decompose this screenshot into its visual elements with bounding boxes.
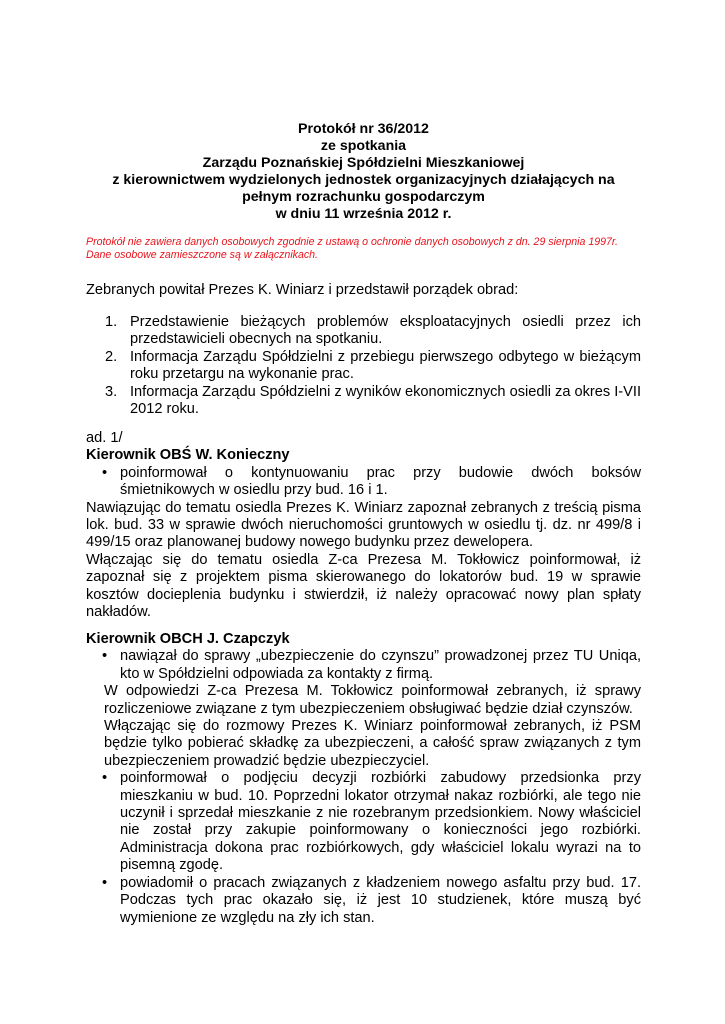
bullet-icon: •	[102, 464, 108, 481]
bullet-text: poinformował o podjęciu decyzji rozbiórki zabudowy przedsionka przy mieszkaniu w bud. 10. Poprzedni lokator otrzymał nakaz rozbiórki, ale tego nie uczynił i sprzedał mieszkanie z nie rozebranym przedsionkiem. Nowy właściciel nie został przy zakupie poinformowany o konieczności jego rozbiórki. Administracja dokona prac rozbiórkowych, gdy właściciel lokalu wyrazi na to pisemną zgodę.	[120, 770, 641, 874]
agenda-list	[86, 314, 641, 418]
paragraph: W odpowiedzi Z-ca Prezesa M. Tokłowicz poinformował zebranych, iż sprawy rozliczeniowe związane z tym ubezpieczeniem obsługiwać będzie dział czynszów.	[104, 683, 641, 717]
section-heading-obch: Kierownik OBCH J. Czapczyk	[86, 631, 290, 647]
bullet-icon: •	[102, 874, 108, 891]
bullet-item	[86, 465, 641, 500]
section-ad-1	[86, 430, 641, 621]
ad-label: ad. 1/	[86, 430, 123, 446]
notice-line: Protokół nie zawiera danych osobowych zgodnie z ustawą o ochronie danych osobowych z dn. 29 sierpnia 1997r.	[86, 236, 618, 248]
notice-line: Dane osobowe zamieszczone są w załącznikach.	[86, 249, 319, 261]
document-title	[86, 121, 641, 222]
paragraph: Włączając się do rozmowy Prezes K. Winiarz poinformował zebranych, iż PSM będzie tylko pobierać składkę za ubezpieczeni, a całość spraw związanych z tym ubezpieczeniem prowadzić będzie ubezpieczyciel.	[104, 718, 641, 769]
bullet-text: poinformował o kontynuowaniu prac przy budowie dwóch boksów śmietnikowych w osiedlu przy bud. 16 i 1.	[120, 464, 641, 499]
bullet-icon: •	[102, 770, 108, 787]
paragraph: Włączając się do tematu osiedla Z-ca Prezesa M. Tokłowicz poinformował, iż zapoznał się z projektem pisma skierowanego do lokatorów bud. 19 w sprawie kosztów docieplenia budynku i stwierdził, iż należy opracować nowy plan spłaty nakładów.	[86, 551, 641, 621]
title-line: w dniu 11 września 2012 r.	[275, 205, 452, 222]
bullet-list	[86, 648, 641, 683]
privacy-notice	[86, 236, 646, 262]
agenda-item	[86, 349, 641, 384]
agenda-item	[86, 314, 641, 349]
agenda-number: 3.	[105, 383, 118, 400]
title-line: Protokół nr 36/2012	[298, 121, 429, 137]
agenda-text: Informacja Zarządu Spółdzielni z przebiegu pierwszego odbytego w bieżącym roku przetargu na wykonanie prac.	[130, 348, 641, 383]
section-obch	[86, 631, 641, 927]
agenda-item	[86, 384, 641, 419]
bullet-text: powiadomił o pracach związanych z kładzeniem nowego asfaltu przy bud. 17. Podczas tych prac okazało się, iż jest 10 studzienek, które muszą być wymienione ze względu na zły ich stan.	[120, 874, 641, 926]
title-line: Zarządu Poznańskiej Spółdzielni Mieszkaniowej	[202, 154, 525, 171]
agenda-number: 2.	[105, 348, 118, 365]
bullet-item	[86, 875, 641, 927]
title-line: z kierownictwem wydzielonych jednostek organizacyjnych działających na	[112, 171, 615, 188]
bullet-item	[86, 770, 641, 874]
bullet-item	[86, 648, 641, 683]
paragraph: Nawiązując do tematu osiedla Prezes K. Winiarz zapoznał zebranych z treścią pisma lok. bud. 33 w sprawie dwóch nieruchomości gruntowych w osiedlu tj. dz. nr 499/8 i 499/15 oraz planowanej budowy nowego budynku przez dewelopera.	[86, 499, 641, 551]
intro-text: Zebranych powitał Prezes K. Winiarz i przedstawił porządek obrad:	[86, 282, 519, 298]
bullet-list	[86, 770, 641, 927]
agenda-number: 1.	[105, 314, 118, 330]
bullet-text: nawiązał do sprawy „ubezpieczenie do czynszu” prowadzonej przez TU Uniqa, kto w Spółdzielni odpowiada za kontakty z firmą.	[120, 648, 641, 682]
agenda-text: Przedstawienie bieżących problemów eksploatacyjnych osiedli przez ich przedstawicieli obecnych na spotkaniu.	[130, 314, 641, 348]
title-line: pełnym rozrachunku gospodarczym	[242, 188, 485, 205]
agenda-text: Informacja Zarządu Spółdzielni z wyników ekonomicznych osiedli za okres I-VII 2012 roku.	[130, 383, 641, 418]
bullet-icon: •	[102, 648, 108, 665]
title-line: ze spotkania	[320, 137, 407, 154]
section-heading-obs: Kierownik OBŚ W. Konieczny	[86, 447, 290, 464]
bullet-list	[86, 465, 641, 500]
